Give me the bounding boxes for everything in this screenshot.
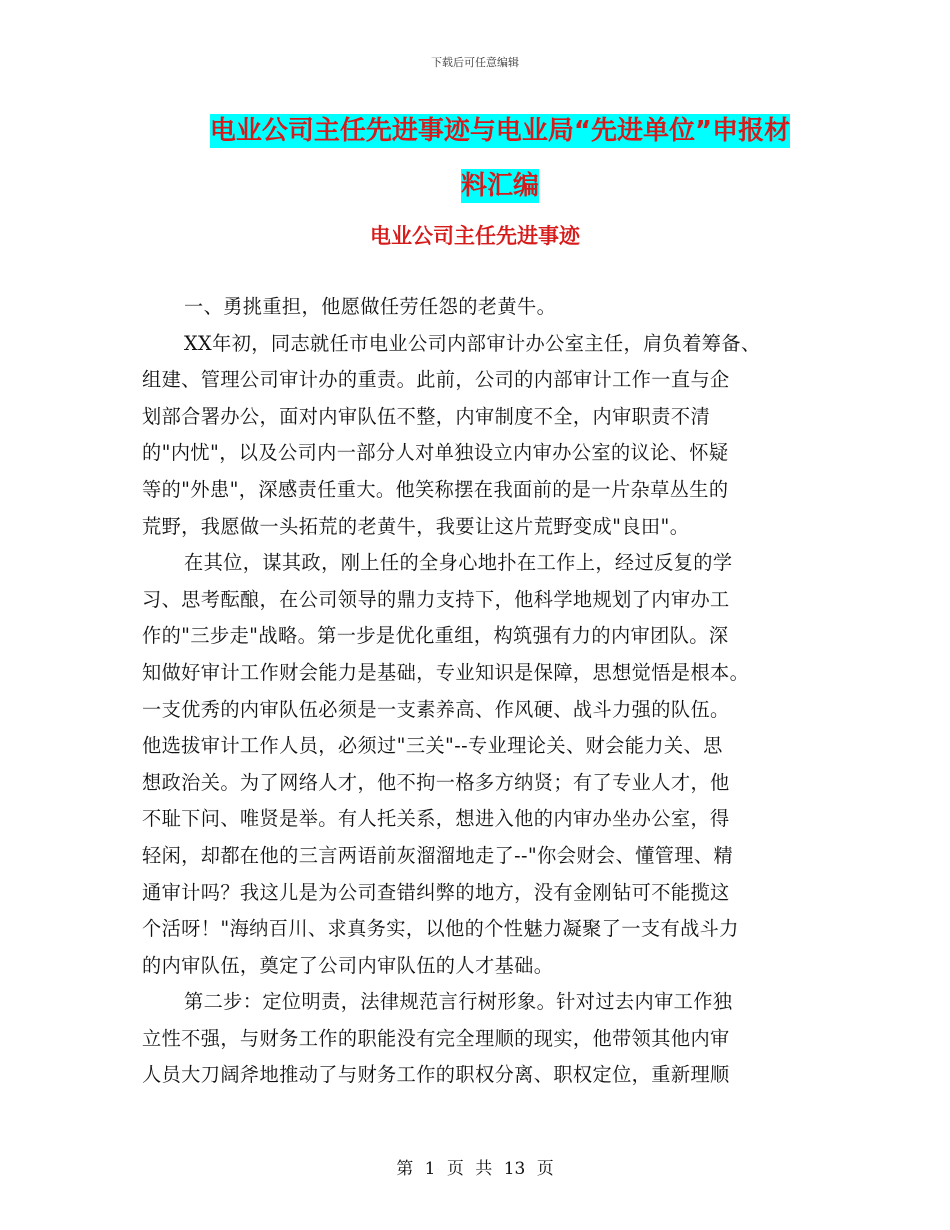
text-line: 轻闲，却都在他的三言两语前灰溜溜地走了--"你会财会、懂管理、精 — [142, 843, 734, 867]
text-line: 想政治关。为了网络人才，他不拘一格多方纳贤；有了专业人才，他 — [142, 770, 730, 794]
text-line: 的"内忧"，以及公司内一部分人对单独设立内审办公室的议论、怀疑 — [142, 441, 729, 465]
text-line: 一、勇挑重担，他愿做任劳任怨的老黄牛。 — [184, 295, 557, 318]
text-line: 知做好审计工作财会能力是基础，专业知识是保障，思想觉悟是根本。 — [142, 660, 750, 684]
text-line: 通审计吗？我这儿是为公司查错纠弊的地方，没有金刚钻可不能揽这 — [142, 880, 730, 904]
text-line: 组建、管理公司审计办的重责。此前，公司的内部审计工作一直与企 — [142, 368, 730, 392]
document-title-line-1: 电业公司主任先进事迹与电业局“先进单位”申报材 — [209, 116, 791, 146]
text-line: 人员大刀阔斧地推动了与财务工作的职权分离、职权定位，重新理顺 — [142, 1063, 730, 1087]
section-title: 电业公司主任先进事迹 — [370, 224, 580, 248]
text-line: 习、思考酝酿，在公司领导的鼎力支持下，他科学地规划了内审办工 — [142, 587, 730, 611]
text-line: 第二步：定位明责，法律规范言行树形象。针对过去内审工作独 — [184, 990, 733, 1014]
text-line: 荒野，我愿做一头拓荒的老黄牛，我要让这片荒野变成"良田"。 — [142, 514, 690, 538]
text-line: 一支优秀的内审队伍必须是一支素养高、作风硬、战斗力强的队伍。 — [142, 697, 730, 721]
header-note: 下载后可任意编辑 — [431, 56, 519, 69]
document-title-line-2: 料汇编 — [460, 171, 539, 201]
text-line: 个活呀！"海纳百川、求真务实，以他的个性魅力凝聚了一支有战斗力 — [142, 917, 739, 941]
text-line: 不耻下问、唯贤是举。有人托关系，想进入他的内审办坐办公室，得 — [142, 807, 730, 831]
text-line: 在其位，谋其政，刚上任的全身心地扑在工作上，经过反复的学 — [184, 551, 733, 575]
text-line: 等的"外患"，深感责任重大。他笑称摆在我面前的是一片杂草丛生的 — [142, 477, 729, 501]
text-line: 立性不强，与财务工作的职能没有完全理顺的现实，他带领其他内审 — [142, 1026, 730, 1050]
body-text — [142, 289, 812, 1094]
text-line: 他选拔审计工作人员，必须过"三关"--专业理论关、财会能力关、思 — [142, 734, 723, 758]
page-number-footer: 第 1 页 共 13 页 — [396, 1159, 554, 1179]
document-title — [150, 104, 850, 214]
text-line: 的内审队伍，奠定了公司内审队伍的人才基础。 — [142, 953, 554, 977]
text-line: 作的"三步走"战略。第一步是优化重组，构筑强有力的内审团队。深 — [142, 624, 729, 648]
text-line: XX年初，同志就任市电业公司内部审计办公室主任，肩负着筹备、 — [184, 331, 761, 355]
text-line: 划部合署办公，面对内审队伍不整，内审制度不全，内审职责不清 — [142, 404, 711, 428]
